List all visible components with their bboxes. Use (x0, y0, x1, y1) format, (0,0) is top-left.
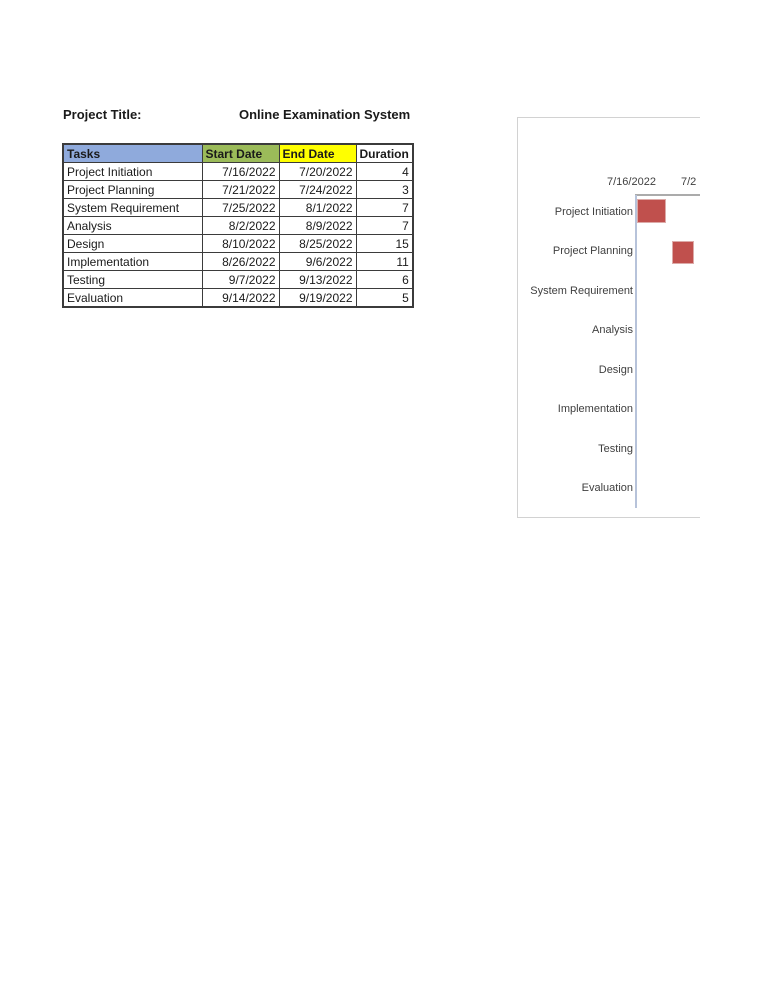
chart-category-label: Implementation (557, 403, 633, 415)
column-header-start-date: Start Date (202, 144, 279, 163)
duration-cell: 15 (356, 235, 413, 253)
project-title-value: Online Examination System (239, 107, 411, 122)
end-date-cell: 8/25/2022 (279, 235, 356, 253)
end-date-cell: 8/1/2022 (279, 199, 356, 217)
table-row (63, 163, 413, 181)
chart-category-label: Testing (598, 443, 633, 455)
task-cell: Project Planning (63, 181, 202, 199)
table-row (63, 235, 413, 253)
task-cell: Project Initiation (63, 163, 202, 181)
task-cell: Analysis (63, 217, 202, 235)
chart-category-label: Project Initiation (554, 206, 633, 218)
duration-cell: 7 (356, 199, 413, 217)
gantt-bar-project-planning (672, 241, 694, 264)
category-axis-line (635, 195, 637, 508)
table-row (63, 217, 413, 235)
end-date-cell: 8/9/2022 (279, 217, 356, 235)
duration-cell: 5 (356, 289, 413, 308)
duration-cell: 6 (356, 271, 413, 289)
column-header-duration: Duration (356, 144, 413, 163)
schedule-table (62, 143, 414, 308)
gantt-chart (517, 117, 700, 518)
start-date-cell: 9/14/2022 (202, 289, 279, 308)
task-cell: Testing (63, 271, 202, 289)
task-cell: System Requirement (63, 199, 202, 217)
table-row (63, 289, 413, 308)
chart-category-label: System Requirement (530, 285, 633, 297)
table-row (63, 199, 413, 217)
start-date-cell: 9/7/2022 (202, 271, 279, 289)
start-date-cell: 8/26/2022 (202, 253, 279, 271)
start-date-cell: 7/21/2022 (202, 181, 279, 199)
table-row (63, 253, 413, 271)
duration-cell: 4 (356, 163, 413, 181)
start-date-cell: 7/16/2022 (202, 163, 279, 181)
chart-category-label: Evaluation (581, 482, 633, 494)
end-date-cell: 9/6/2022 (279, 253, 356, 271)
table-row (63, 271, 413, 289)
date-axis-line (635, 194, 700, 196)
project-title-label: Project Title: (63, 107, 142, 122)
duration-cell: 11 (356, 253, 413, 271)
column-header-end-date: End Date (279, 144, 356, 163)
chart-category-label: Analysis (592, 324, 633, 336)
start-date-cell: 8/10/2022 (202, 235, 279, 253)
x-axis-tick-label-truncated: 7/2 (681, 176, 697, 188)
end-date-cell: 7/20/2022 (279, 163, 356, 181)
end-date-cell: 9/19/2022 (279, 289, 356, 308)
duration-cell: 3 (356, 181, 413, 199)
task-cell: Evaluation (63, 289, 202, 308)
start-date-cell: 8/2/2022 (202, 217, 279, 235)
task-cell: Implementation (63, 253, 202, 271)
column-header-tasks: Tasks (63, 144, 202, 163)
chart-category-label: Project Planning (552, 245, 633, 257)
start-date-cell: 7/25/2022 (202, 199, 279, 217)
end-date-cell: 7/24/2022 (279, 181, 356, 199)
end-date-cell: 9/13/2022 (279, 271, 356, 289)
task-cell: Design (63, 235, 202, 253)
duration-cell: 7 (356, 217, 413, 235)
gantt-bar-project-initiation (637, 199, 666, 223)
table-header-row (63, 144, 413, 163)
chart-category-label: Design (598, 364, 633, 376)
table-row (63, 181, 413, 199)
x-axis-tick-label: 7/16/2022 (607, 176, 656, 188)
